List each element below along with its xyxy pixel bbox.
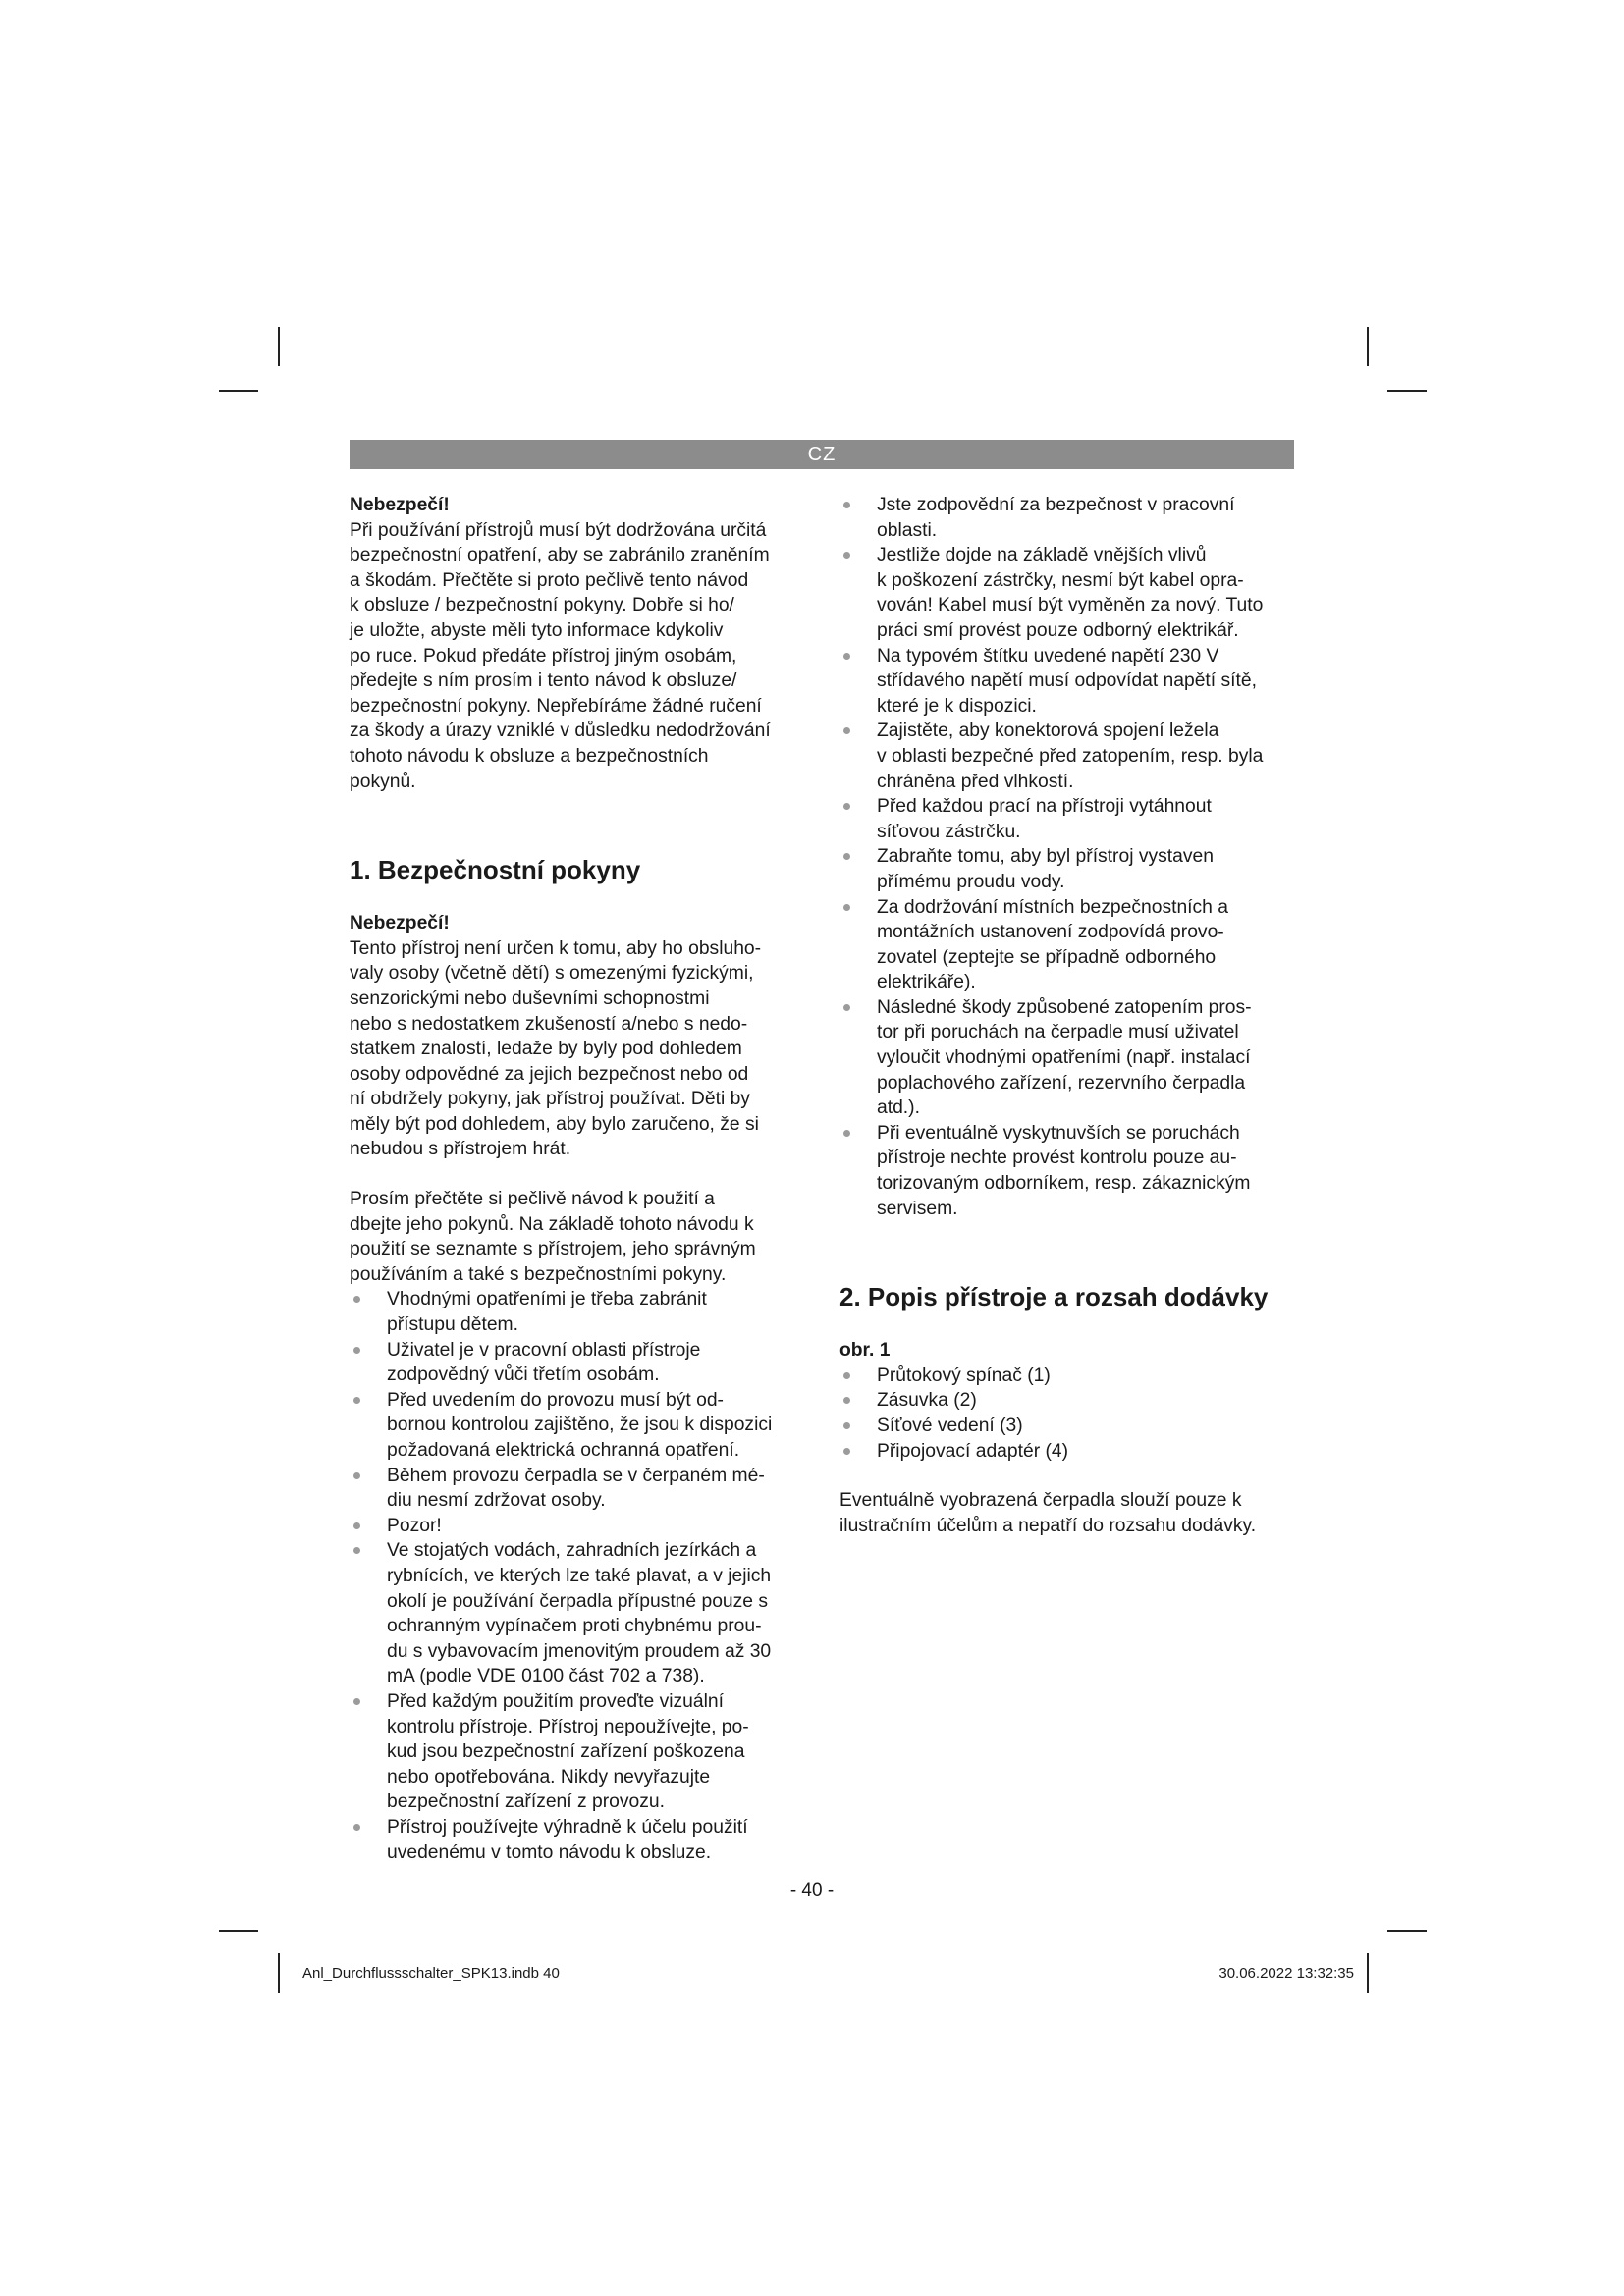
text-line: měly být pod dohledem, aby bylo zaručeno, že si	[350, 1113, 759, 1135]
bullet-line: přístroje nechte provést kontrolu pouze au-	[877, 1148, 1237, 1169]
bullet-line: Jestliže dojde na základě vnějších vlivů	[877, 545, 1207, 566]
bullet-line: Pozor!	[387, 1515, 442, 1536]
parts-list-item: Připojovací adaptér (4)	[839, 1439, 1303, 1465]
bullet-line: Na typovém štítku uvedené napětí 230 V	[877, 645, 1219, 667]
section-2-heading: 2. Popis přístroje a rozsah dodávky	[839, 1282, 1269, 1312]
section-1-warning-title: Nebezpečí!	[350, 913, 450, 934]
bullet-item	[839, 794, 1303, 844]
bullet-line: Během provozu čerpadla se v čerpaném mé-	[387, 1465, 765, 1486]
bullet-line: zovatel (zeptejte se případně odborného	[877, 946, 1217, 968]
bullet-line: Zabraňte tomu, aby byl přístroj vystaven	[877, 846, 1214, 868]
text-line: Tento přístroj není určen k tomu, aby ho obsluho-	[350, 937, 762, 959]
bullet-line: diu nesmí zdržovat osoby.	[387, 1490, 606, 1512]
bullet-line: nebo opotřebována. Nikdy nevyřazujte	[387, 1766, 711, 1788]
text-line: použití se seznamte s přístrojem, jeho správným	[350, 1239, 756, 1260]
read-instructions-paragraph	[350, 1187, 813, 1287]
crop-mark-top-right-horizontal	[1387, 390, 1427, 392]
bullet-line: Vhodnými opatřeními je třeba zabránit	[387, 1289, 707, 1310]
bullet-line: elektrikáře).	[877, 972, 976, 993]
bullet-line: atd.).	[877, 1097, 920, 1119]
bullet-line: kud jsou bezpečnostní zařízení poškozena	[387, 1741, 745, 1763]
text-line: osoby odpovědné za jejich bezpečnost nebo od	[350, 1063, 749, 1085]
bullet-line: vyloučit vhodnými opatřeními (např. instalací	[877, 1047, 1251, 1069]
parts-list	[839, 1363, 1303, 1464]
footer-filename: Anl_Durchflussschalter_SPK13.indb 40	[302, 1965, 560, 1982]
text-line: Prosím přečtěte si pečlivě návod k použití a	[350, 1189, 715, 1210]
bullet-line: uvedenému v tomto návodu k obsluze.	[387, 1842, 712, 1863]
text-line: používáním a také s bezpečnostními pokyny.	[350, 1263, 727, 1285]
text-line: ní obdržely pokyny, jak přístroj používat. Děti by	[350, 1089, 750, 1110]
text-line: tohoto návodu k obsluze a bezpečnostních	[350, 745, 709, 767]
bullet-line: Jste zodpovědní za bezpečnost v pracovní	[877, 495, 1235, 515]
crop-mark-bottom-left-horizontal	[219, 1930, 258, 1932]
bullet-item	[839, 844, 1303, 894]
bullet-line: Před každým použitím proveďte vizuální	[387, 1690, 724, 1712]
bullet-item	[839, 1121, 1303, 1221]
crop-mark-bottom-right-vertical	[1367, 1953, 1369, 1993]
text-line: pokynů.	[350, 771, 416, 792]
section-1-warning-paragraph	[350, 936, 813, 1162]
bullet-item	[350, 1338, 813, 1388]
bullet-line: síťovou zástrčku.	[877, 821, 1021, 842]
parts-list-item: Zásuvka (2)	[839, 1388, 1303, 1414]
language-label: CZ	[807, 444, 837, 465]
text-line: po ruce. Pokud předáte přístroj jiným osobám,	[350, 645, 737, 667]
text-line: Eventuálně vyobrazená čerpadla slouží pouze k	[839, 1490, 1242, 1512]
crop-mark-top-right-vertical	[1367, 327, 1369, 366]
figure-title: obr. 1	[839, 1340, 891, 1362]
bullet-line: vován! Kabel musí být vyměněn za nový. Tuto	[877, 595, 1264, 616]
left-column	[350, 493, 813, 1865]
crop-mark-bottom-right-horizontal	[1387, 1930, 1427, 1932]
bullet-line: bezpečnostní zařízení z provozu.	[387, 1791, 665, 1813]
bullet-line: bornou kontrolou zajištěno, že jsou k dispozici	[387, 1415, 773, 1436]
bullet-line: Zajistěte, aby konektorová spojení ležela	[877, 721, 1219, 742]
text-line: za škody a úrazy vzniklé v důsledku nedodržování	[350, 721, 771, 742]
crop-mark-top-left-vertical	[278, 327, 280, 366]
bullet-line: přímému proudu vody.	[877, 871, 1065, 892]
bullet-line: střídavého napětí musí odpovídat napětí sítě,	[877, 670, 1257, 692]
text-line: ilustračním účelům a nepatří do rozsahu dodávky.	[839, 1515, 1257, 1536]
text-line: nebudou s přístrojem hrát.	[350, 1139, 571, 1160]
text-line: předejte s ním prosím i tento návod k obsluze/	[350, 670, 737, 692]
bullet-line: mA (podle VDE 0100 část 702 a 738).	[387, 1666, 705, 1687]
bullet-line: poplachového zařízení, rezervního čerpadla	[877, 1072, 1246, 1094]
text-line: statkem znalostí, ledaže by byly pod dohledem	[350, 1039, 742, 1060]
text-line: Při používání přístrojů musí být dodržována určitá	[350, 519, 767, 541]
language-header-bar	[350, 440, 1294, 469]
bullet-item	[839, 543, 1303, 643]
bullet-line: montážních ustanovení zodpovídá provo-	[877, 922, 1224, 943]
bullet-item	[839, 895, 1303, 995]
text-line: valy osoby (včetně dětí) s omezenými fyzickými,	[350, 963, 754, 985]
bullet-line: chráněna před vlhkostí.	[877, 771, 1074, 792]
text-line: nebo s nedostatkem zkušeností a/nebo s nedo-	[350, 1013, 748, 1035]
safety-bullet-list-left	[350, 1287, 813, 1865]
bullet-line: zodpovědný vůči třetím osobám.	[387, 1364, 660, 1386]
bullet-line: Následné škody způsobené zatopením pros-	[877, 996, 1252, 1018]
bullet-line: tor při poruchách na čerpadle musí uživatel	[877, 1022, 1239, 1043]
text-line: je uložte, abyste měli tyto informace kdykoliv	[350, 619, 724, 641]
bullet-line: Před uvedením do provozu musí být od-	[387, 1389, 724, 1411]
bullet-line: Při eventuálně vyskytnuvších se poruchách	[877, 1122, 1240, 1144]
bullet-line: v oblasti bezpečné před zatopením, resp. byla	[877, 745, 1264, 767]
section-1-heading: 1. Bezpečnostní pokyny	[350, 855, 641, 885]
bullet-line: Před každou prací na přístroji vytáhnout	[877, 796, 1212, 818]
bullet-line: oblasti.	[877, 519, 938, 541]
bullet-line: servisem.	[877, 1198, 958, 1219]
bullet-item	[350, 1689, 813, 1815]
illustration-note	[839, 1488, 1303, 1538]
bullet-line: rybnících, ve kterých lze také plavat, a v jejich	[387, 1565, 772, 1586]
bullet-item	[350, 1538, 813, 1689]
safety-bullet-list-right	[839, 493, 1303, 1221]
crop-mark-top-left-horizontal	[219, 390, 258, 392]
bullet-item	[350, 1514, 813, 1539]
bullet-line: Ve stojatých vodách, zahradních jezírkách a	[387, 1540, 757, 1562]
bullet-line: ochranným vypínačem proti chybnému prou-	[387, 1616, 762, 1637]
text-line: k obsluze / bezpečnostní pokyny. Dobře si ho/	[350, 595, 734, 616]
bullet-item	[839, 995, 1303, 1121]
bullet-item	[350, 1287, 813, 1337]
page-number: - 40 -	[789, 1880, 835, 1900]
bullet-line: okolí je používání čerpadla přípustné pouze s	[387, 1590, 769, 1612]
bullet-item	[839, 719, 1303, 794]
intro-paragraph	[350, 518, 813, 795]
crop-mark-bottom-left-vertical	[278, 1953, 280, 1993]
bullet-item	[839, 644, 1303, 720]
bullet-line: du s vybavovacím jmenovitým proudem až 30	[387, 1640, 772, 1662]
bullet-line: Za dodržování místních bezpečnostních a	[877, 896, 1228, 918]
footer-datetime: 30.06.2022 13:32:35	[1218, 1965, 1354, 1982]
text-line: bezpečnostní pokyny. Nepřebíráme žádné ručení	[350, 695, 762, 717]
text-line: a škodám. Přečtěte si proto pečlivě tento návod	[350, 569, 749, 591]
parts-list-item: Průtokový spínač (1)	[839, 1363, 1303, 1389]
bullet-line: k poškození zástrčky, nesmí být kabel opra-	[877, 569, 1244, 591]
bullet-line: kontrolu přístroje. Přístroj nepoužívejte, po-	[387, 1716, 749, 1737]
bullet-line: Uživatel je v pracovní oblasti přístroje	[387, 1339, 701, 1361]
bullet-line: které je k dispozici.	[877, 695, 1037, 717]
text-line: bezpečnostní opatření, aby se zabránilo zraněním	[350, 545, 770, 566]
bullet-item	[350, 1388, 813, 1464]
bullet-line: torizovaným odborníkem, resp. zákaznickým	[877, 1173, 1251, 1195]
right-column	[839, 493, 1303, 1538]
bullet-item	[350, 1464, 813, 1514]
bullet-line: práci smí provést pouze odborný elektrikář.	[877, 619, 1239, 641]
bullet-item	[839, 493, 1303, 543]
bullet-line: požadovaná elektrická ochranná opatření.	[387, 1440, 740, 1461]
bullet-line: Přístroj používejte výhradně k účelu použití	[387, 1816, 748, 1838]
parts-list-item: Síťové vedení (3)	[839, 1414, 1303, 1439]
bullet-line: přístupu dětem.	[387, 1314, 518, 1336]
intro-warning-title: Nebezpečí!	[350, 495, 450, 515]
text-line: dbejte jeho pokynů. Na základě tohoto návodu k	[350, 1213, 754, 1235]
text-line: senzorickými nebo duševními schopnostmi	[350, 988, 710, 1009]
bullet-item	[350, 1815, 813, 1865]
